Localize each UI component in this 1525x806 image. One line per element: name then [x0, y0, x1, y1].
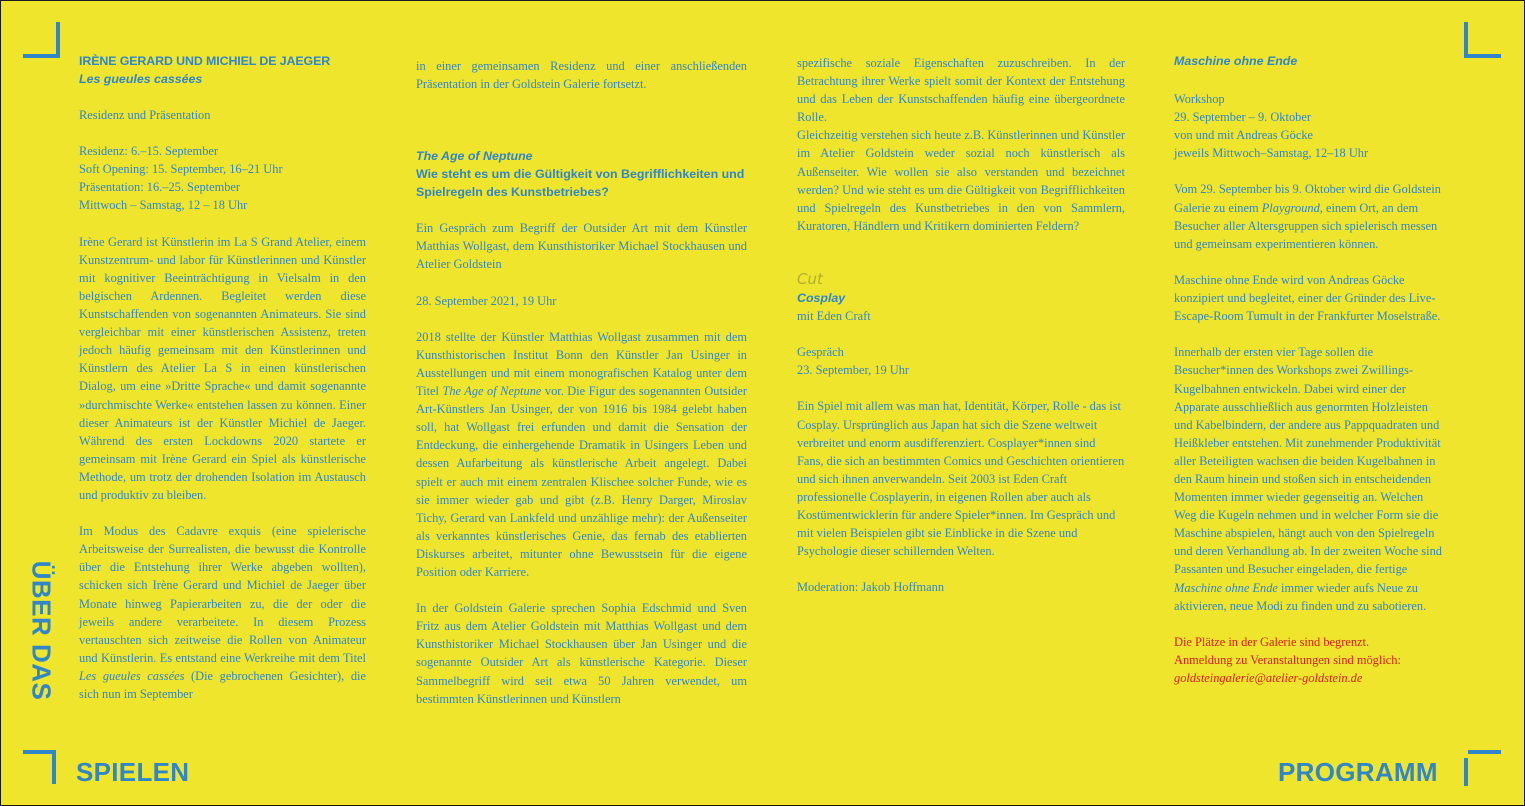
exhibition-title: Les gueules cassées — [79, 72, 203, 86]
column-2 — [416, 57, 747, 726]
column-1 — [79, 52, 366, 721]
artist-names: IRÈNE GERARD UND MICHIEL DE JAEGER — [79, 54, 331, 68]
corner-mark-tl-v — [56, 22, 60, 58]
corner-mark-tr-h — [1464, 54, 1501, 58]
corner-mark-br-h — [1468, 750, 1501, 754]
talk-intro: Ein Gespräch zum Begriff der Outsider Art mit dem Künstler Matthias Wollgast, dem Kunsthistoriker Michael Stockhausen und Atelier Goldstein — [416, 221, 747, 272]
talk-date: 28. September 2021, 19 Uhr — [416, 293, 557, 308]
handwritten-note: Cut — [797, 269, 823, 288]
workshop-title: Maschine ohne Ende — [1174, 54, 1298, 68]
talk-title: The Age of Neptune — [416, 149, 533, 164]
corner-mark-tl-h — [23, 54, 60, 58]
cosplay-type-date: Gespräch 23. September, 19 Uhr — [797, 345, 910, 378]
exhibition-text-1: Irène Gerard ist Künstlerin im La S Grand Atelier, einem Kunstzentrum- und labor für Künstlerinnen und Künstler mit kognitiver Beeinträchtigung in Vielsalm in den belgischen Ardennen. Begleitet werden diese Kunstschaffenden von sogenannten Animateurs. Sie sind vergleichbar mit einer künstlerischen Assistenz, treten jedoch häufig gemeinsam mit den Künstlerinnen und Künstlern des Atelier La S in einen künstlerischen Dialog, um eine »Dritte Sprache« und damit sogenannte »durchmischte Werke« entstehen lassen zu können. Einer dieser Animateurs ist der Künstler Michiel de Jaeger. Während des ersten Lockdowns 2020 startete er gemeinsam mit Irène Gerard ein Spiel als künstlerische Methode, um trotz der drohenden Isolation im Austausch und produktiv zu bleiben. — [79, 234, 366, 502]
cosplay-title: Cosplay — [797, 290, 846, 305]
cosplay-moderation: Moderation: Jakob Hoffmann — [797, 580, 945, 595]
cosplay-text: Ein Spiel mit allem was man hat, Identität, Körper, Rolle - das ist Cosplay. Ursprünglich aus Japan hat sich die Szene weltweit verbreitet und enorm ausdifferenziert. Cosplayer*innen sind Fans, die sich an bestimmten Comics und Geschichten orientieren und sich ihnen anverwandeln. Seit 2003 ist Eden Craft professionelle Cosplayerin, in eigenen Rollen aber auch als Kostümentwicklerin für andere Spieler*innen. Im Gespräch und mit vielen Beispielen gibt sie Einblicke in die Szene und Psychologie dieser schillernden Welten. — [797, 399, 1125, 559]
talk-text-2: In der Goldstein Galerie sprechen Sophia Edschmid und Sven Fritz aus dem Atelier Goldstein mit Matthias Wollgast und dem Kunsthistoriker Michael Stockhausen über Jan Usinger und die sogenannte Outsider Art als künstlerische Kategorie. Dieser Sammelbegriff wird seit etwa 50 Jahren verwendet, um bestimmten Künstlerinnen und Künstlern — [416, 601, 747, 706]
talk-question: Wie steht es um die Gültigkeit von Begrifflichkeiten und Spielregeln des Kunstbetriebes? — [416, 167, 745, 200]
exhibition-dates: Residenz: 6.–15. September Soft Opening: 15. September, 16–21 Uhr Präsentation: 16.–25. September Mittwoch – Samstag, 12 – 18 Uhr — [79, 144, 283, 213]
bottom-right-heading: PROGRAMM — [1278, 757, 1438, 787]
corner-mark-br-v — [1464, 758, 1468, 786]
exhibition-text-continued: in einer gemeinsamen Residenz und einer anschließenden Präsentation in der Goldstein Galerie fortsetzt. — [416, 59, 747, 92]
workshop-text-1: Vom 29. September bis 9. Oktober wird die Goldstein Galerie zu einem Playground, einem Ort, an dem Besucher aller Altersgruppen sich spielerisch messen und gemeinsam experimentieren können. — [1174, 182, 1441, 251]
workshop-text-2: Maschine ohne Ende wird von Andreas Göcke konzipiert und begleitet, einer der Gründer des Live-Escape-Room Tumult in der Frankfurter Moselstraße. — [1174, 272, 1441, 324]
email-link[interactable]: goldsteingalerie@atelier-goldstein.de — [1174, 671, 1363, 685]
talk-text-continued: spezifische soziale Eigenschaften zuzuschreiben. In der Betrachtung ihrer Werke spielt somit der Kontext der Entstehung und das Leben der Kunstschaffenden häufig eine übergeordnete Rolle. — [797, 56, 1125, 125]
registration-note: Die Plätze in der Galerie sind begrenzt. Anmeldung zu Veranstaltungen sind möglich: goldsteingalerie@atelier-goldstein.de — [1174, 634, 1401, 685]
corner-mark-tr-v — [1464, 22, 1468, 58]
cosplay-guest: mit Eden Craft — [797, 308, 871, 323]
column-4 — [1174, 52, 1446, 705]
corner-mark-bl-v — [52, 750, 56, 784]
workshop-details: Workshop 29. September – 9. Oktober von und mit Andreas Göcke jeweils Mittwoch–Samstag, 12–18 Uhr — [1174, 92, 1369, 161]
workshop-text-3: Innerhalb der ersten vier Tage sollen die Besucher*innen des Workshops zwei Zwillings-Kugelbahnen entwickeln. Dabei wird einer der Apparate ausschließlich aus genormten Holzleisten und Kabelbindern, der andere aus Pappquadraten und Heißkleber entstehen. Mit zunehmender Produktivität aller Beteiligten wachsen die beiden Kugelbahnen in den Raum hinein und stoßen sich in entscheidenden Momenten immer wieder gegenseitig an. Welchen Weg die Kugeln nehmen und in welcher Form sie die Maschine abspielen, hängt auch von den Spielregeln und deren Verhandlung ab. In der zweiten Woche sind Passanten und Besucher eingeladen, die fertige Maschine ohne Ende immer wieder aufs Neue zu aktivieren, neue Modi zu finden und zu sabotieren. — [1174, 345, 1442, 613]
exhibition-subtitle: Residenz und Präsentation — [79, 108, 211, 122]
talk-text-1: 2018 stellte der Künstler Matthias Wollgast zusammen mit dem Kunsthistorischen Institut Bonn den Künstler Jan Usinger in Ausstellungen und mit einem monografischen Katalog unter dem Titel The Age of Neptune vor. Die Figur des sogenannten Outsider Art-Künstlers Jan Usinger, der von 1916 bis 1984 gelebt haben soll, hat Wollgast frei erfunden und damit die Sensation der Entdeckung, die einhergehende Dramatik in Usingers Leben und dessen Aufarbeitung als künstlerische Arbeit angelegt. Dabei spielt er auch mit einem zentralen Klischee solcher Funde, wie es sie immer wieder gab und gibt (z.B. Henry Darger, Miroslav Tichy, Gerard van Lankfeld und unzählige mehr): der Außenseiter als verkanntes künstlerisches Genie, das fernab des etablierten Diskurses arbeitet, mitunter ohne Bewusstsein für die eigene Position oder Karriere. — [416, 329, 747, 579]
column-3 — [797, 54, 1125, 615]
talk-text-question: Gleichzeitig verstehen sich heute z.B. Künstlerinnen und Künstler im Atelier Goldstein weder sozial noch künstlerisch als Außenseiter. Wie wollen sie also verstanden und bezeichnet werden? Und wie steht es um die Gültigkeit von Begrifflichkeiten und Spielregeln des Kunstbetriebes in den von Sammlern, Kuratoren, Händlern und Kritikern dominierten Feldern? — [797, 128, 1125, 233]
vertical-heading: ÜBER DAS — [26, 560, 57, 701]
bottom-left-heading: SPIELEN — [76, 757, 190, 787]
exhibition-text-2: Im Modus des Cadavre exquis (eine spielerische Arbeitsweise der Surrealisten, die bewusst die Kontrolle über die Entstehung ihrer Werke abgeben wollten), schicken sich Irène Gerard und Michiel de Jaeger über Monate hinweg Papierarbeiten zu, die der oder die jeweils andere verarbeitete. In diesem Prozess vertauschten sich zeitweise die Rollen von Animateur und Künstlerin. Es entstand eine Werkreihe mit dem Titel Les gueules cassées (Die gebrochenen Gesichter), die sich nun im September — [79, 524, 366, 701]
